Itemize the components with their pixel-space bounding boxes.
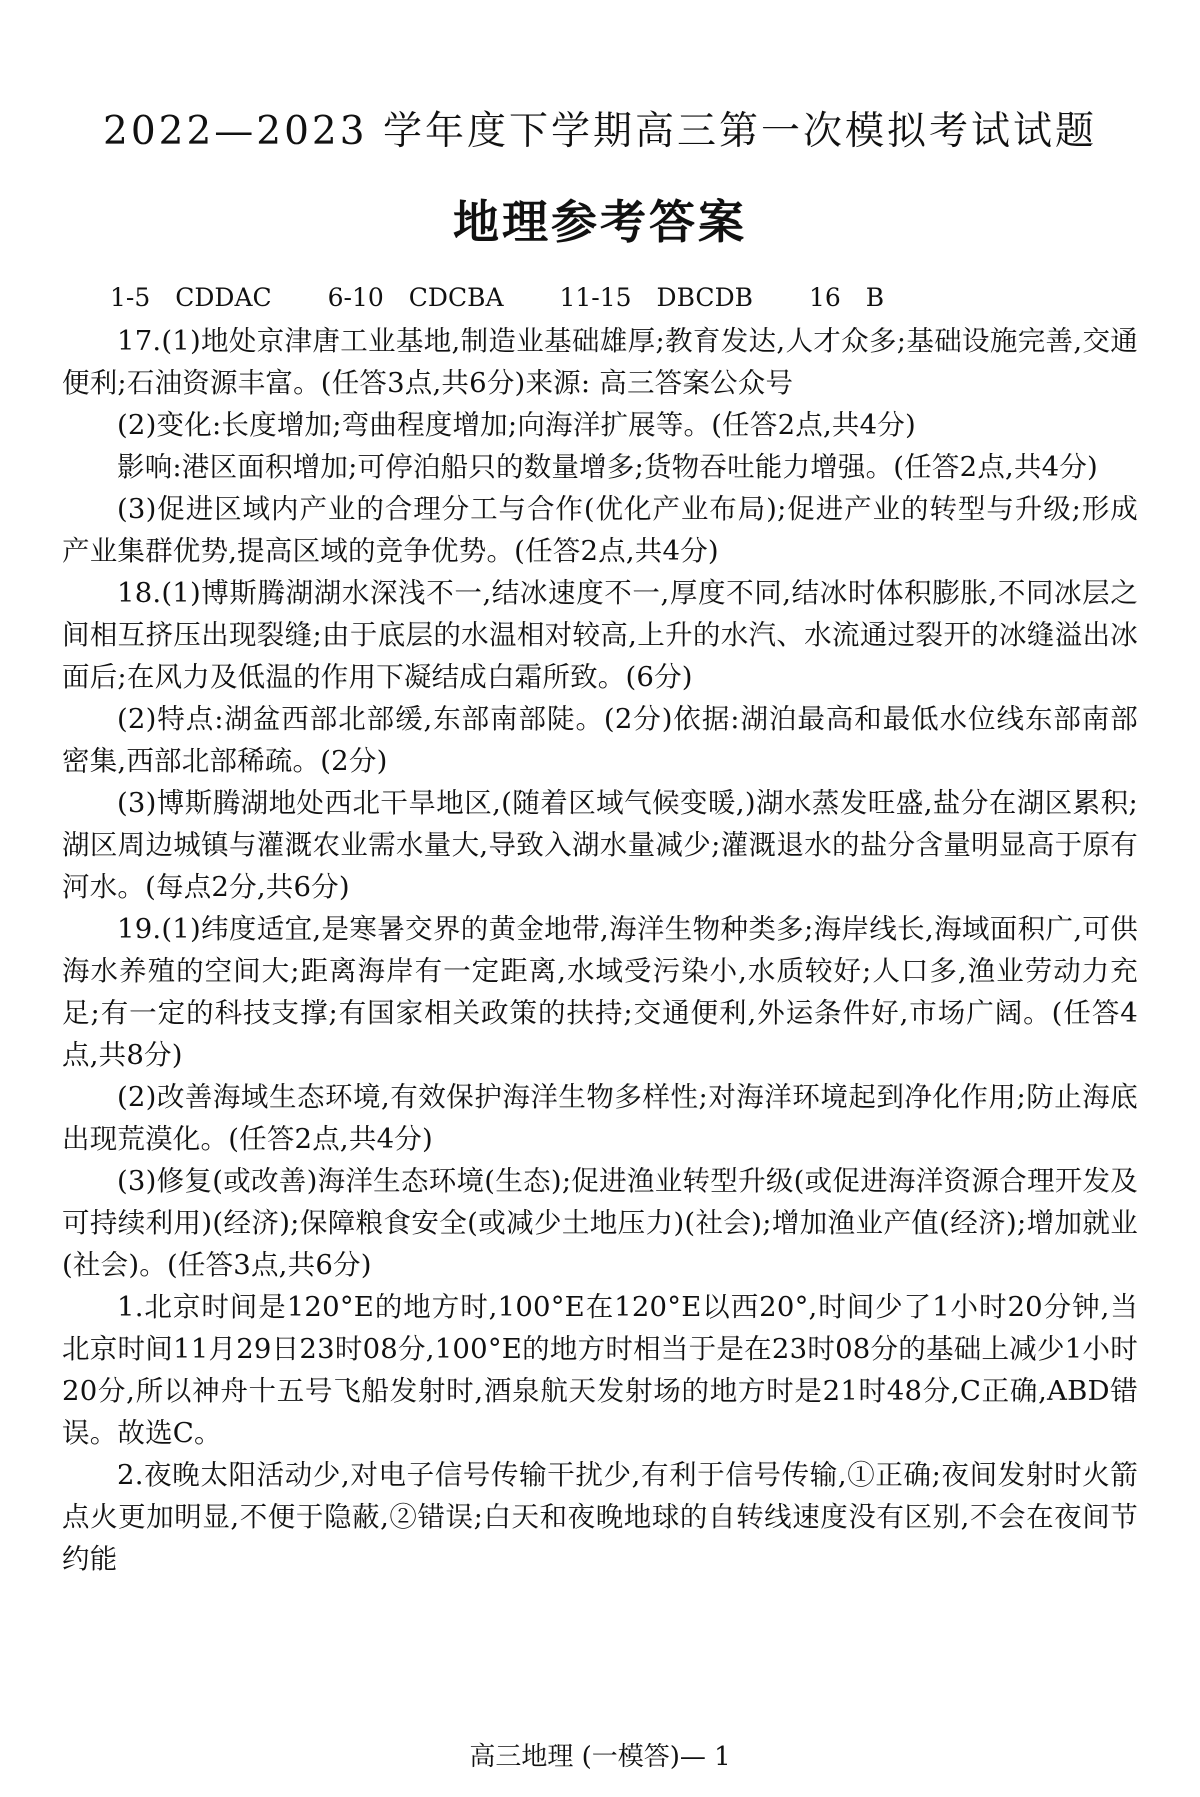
answer-paragraph: (3)博斯腾湖地处西北干旱地区,(随着区域气候变暖,)湖水蒸发旺盛,盐分在湖区累积;湖区周边城镇与灌溉农业需水量大,导致入湖水量减少;灌溉退水的盐分含量明显高于原有河水。(每点2分,共6分) bbox=[62, 787, 1138, 903]
answer-paragraph: 17.(1)地处京津唐工业基地,制造业基础雄厚;教育发达,人才众多;基础设施完善,交通便利;石油资源丰富。(任答3点,共6分)来源: 高三答案公众号 bbox=[62, 325, 1138, 399]
answer-paragraph: (2)改善海域生态环境,有效保护海洋生物多样性;对海洋环境起到净化作用;防止海底出现荒漠化。(任答2点,共4分) bbox=[62, 1081, 1138, 1155]
answer-group: 11-15 DBCDB bbox=[559, 283, 753, 312]
answer-paragraph: 1.北京时间是120°E的地方时,100°E在120°E以西20°,时间少了1小时20分钟,当北京时间11月29日23时08分,100°E的地方时相当于是在23时08分的基础上减少1小时20分,所以神舟十五号飞船发射时,酒泉航天发射场的地方时是21时48分,C正确,ABD错误。故选C。 bbox=[62, 1291, 1138, 1449]
answer-paragraph: 18.(1)博斯腾湖湖水深浅不一,结冰速度不一,厚度不同,结冰时体积膨胀,不同冰层之间相互挤压出现裂缝;由于底层的水温相对较高,上升的水汽、水流通过裂开的冰缝溢出冰面后;在风力及低温的作用下凝结成白霜所致。(6分) bbox=[62, 577, 1138, 693]
answer-paragraph: (2)特点:湖盆西部北部缓,东部南部陡。(2分)依据:湖泊最高和最低水位线东部南部密集,西部北部稀疏。(2分) bbox=[62, 703, 1138, 777]
answer-group: 1-5 CDDAC bbox=[110, 283, 272, 312]
answer-key-heading: 地理参考答案 bbox=[453, 195, 747, 249]
answer-paragraph: 影响:港区面积增加;可停泊船只的数量增多;货物吞吐能力增强。(任答2点,共4分) bbox=[117, 451, 1098, 483]
multiple-choice-answers bbox=[110, 278, 932, 314]
answer-body bbox=[62, 320, 1138, 1580]
answer-paragraph: (3)修复(或改善)海洋生态环境(生态);促进渔业转型升级(或促进海洋资源合理开发及可持续利用)(经济);保障粮食安全(或减少土地压力)(社会);增加渔业产值(经济);增加就业(社会)。(任答3点,共6分) bbox=[62, 1165, 1138, 1281]
answer-paragraph: 19.(1)纬度适宜,是寒暑交界的黄金地带,海洋生物种类多;海岸线长,海域面积广,可供海水养殖的空间大;距离海岸有一定距离,水域受污染小,水质较好;人口多,渔业劳动力充足;有一定的科技支撑;有国家相关政策的扶持;交通便利,外运条件好,市场广阔。(任答4点,共8分) bbox=[62, 913, 1138, 1071]
exam-title: 2022—2023 学年度下学期高三第一次模拟考试试题 bbox=[103, 109, 1097, 154]
answer-paragraph: (3)促进区域内产业的合理分工与合作(优化产业布局);促进产业的转型与升级;形成产业集群优势,提高区域的竞争优势。(任答2点,共4分) bbox=[62, 493, 1138, 567]
answer-group: 16 B bbox=[808, 283, 885, 312]
answer-paragraph: 2.夜晚太阳活动少,对电子信号传输干扰少,有利于信号传输,①正确;夜间发射时火箭点火更加明显,不便于隐蔽,②错误;白天和夜晚地球的自转线速度没有区别,不会在夜间节约能 bbox=[62, 1459, 1138, 1575]
page-footer: 高三地理 (一模答)— 1 bbox=[469, 1742, 731, 1772]
answer-group: 6-10 CDCBA bbox=[327, 283, 504, 312]
answer-paragraph: (2)变化:长度增加;弯曲程度增加;向海洋扩展等。(任答2点,共4分) bbox=[117, 409, 916, 441]
